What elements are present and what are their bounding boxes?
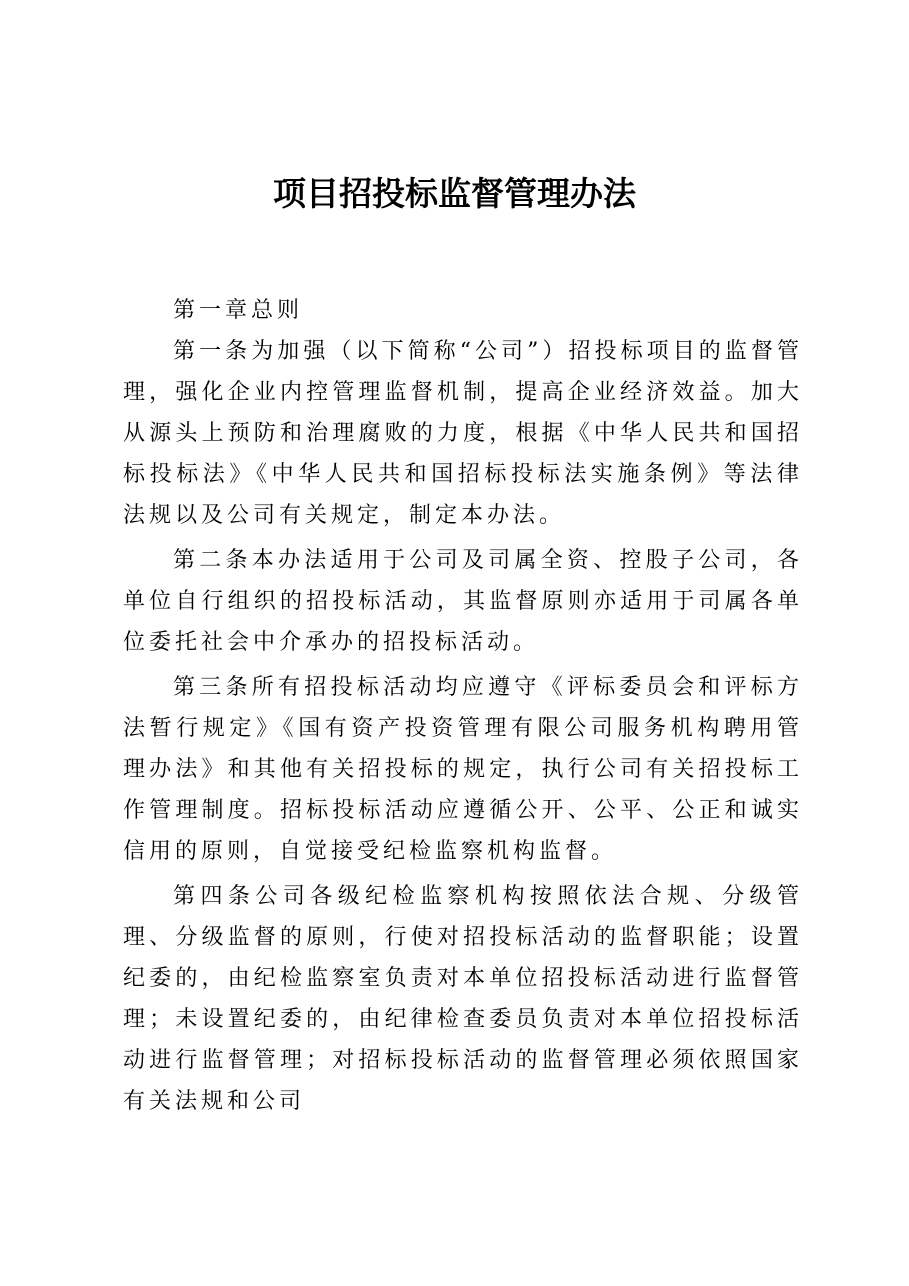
document-body [123,290,803,1122]
article-3: 第三条所有招投标活动均应遵守《评标委员会和评标方法暂行规定》《国有资产投资管理有限公司服务机构聘用管理办法》和其他有关招投标的规定，执行公司有关招投标工作管理制度。招标投标活动应遵循公开、公平、公正和诚实信用的原则，自觉接受纪检监察机构监督。 [123,675,803,864]
document-title: 项目招投标监督管理办法 [273,174,636,213]
chapter-heading: 第一章总则 [173,298,304,323]
article-4: 第四条公司各级纪检监察机构按照依法合规、分级管理、分级监督的原则，行使对招投标活动的监督职能；设置纪委的，由纪检监察室负责对本单位招投标活动进行监督管理；未设置纪委的，由纪律检查委员负责对本单位招投标活动进行监督管理；对招标投标活动的监督管理必须依照国家有关法规和公司 [123,884,803,1114]
article-2: 第二条本办法适用于公司及司属全资、控股子公司，各单位自行组织的招投标活动，其监督原则亦适用于司属各单位委托社会中介承办的招投标活动。 [123,548,803,655]
article-1: 第一条为加强（以下简称“公司”）招投标项目的监督管理，强化企业内控管理监督机制，提高企业经济效益。加大从源头上预防和治理腐败的力度，根据《中华人民共和国招标投标法》《中华人民共和国招标投标法实施条例》等法律法规以及公司有关规定，制定本办法。 [123,339,803,528]
